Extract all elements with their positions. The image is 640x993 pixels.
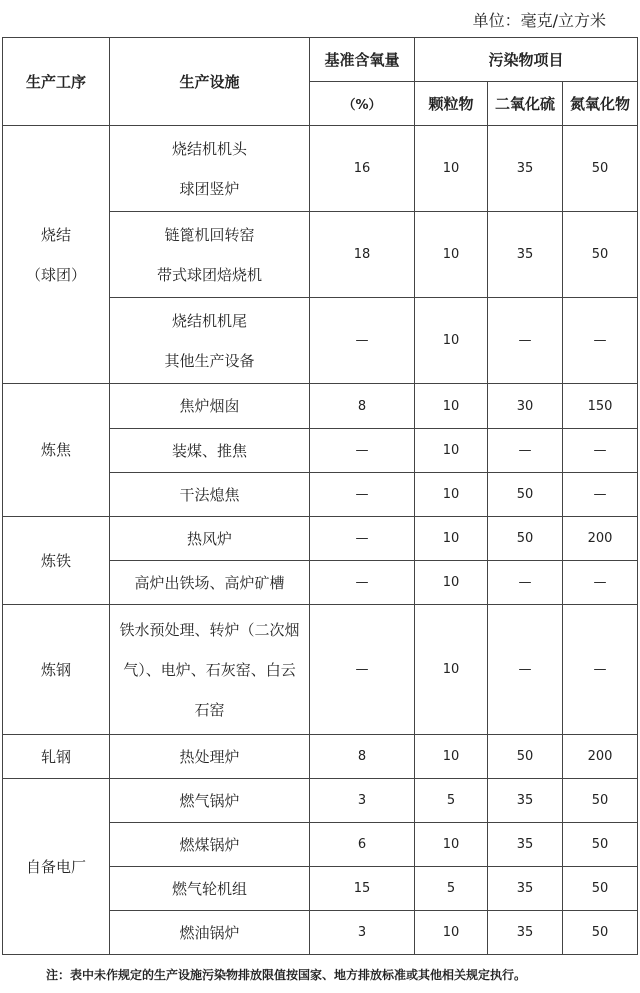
facility-line: 高炉出铁场、高炉矿槽 bbox=[134, 573, 285, 592]
table-row bbox=[3, 605, 638, 735]
facility-cell bbox=[110, 911, 310, 955]
oxygen-cell: — bbox=[310, 605, 415, 735]
facility-line: 装煤、推焦 bbox=[171, 441, 247, 460]
facility-line: 气）、电炉、石灰窑、白云 bbox=[123, 660, 296, 679]
facility-cell bbox=[110, 473, 310, 517]
nox-cell: 50 bbox=[563, 867, 638, 911]
group-label: 自备电厂 bbox=[25, 857, 86, 876]
pm-cell: 10 bbox=[415, 212, 488, 298]
facility-cell bbox=[110, 779, 310, 823]
group-label: 炼焦 bbox=[40, 441, 71, 459]
nox-cell: — bbox=[563, 298, 638, 384]
facility-line: 烧结机机尾 bbox=[171, 311, 247, 330]
header-process: 生产工序 bbox=[3, 38, 110, 126]
group-label: 轧钢 bbox=[40, 747, 71, 766]
so2-cell: 35 bbox=[488, 212, 563, 298]
so2-cell: — bbox=[488, 429, 563, 473]
nox-cell: — bbox=[563, 561, 638, 605]
so2-cell: — bbox=[488, 605, 563, 735]
oxygen-cell: — bbox=[310, 429, 415, 473]
group-label: 炼钢 bbox=[40, 660, 71, 679]
so2-cell: 30 bbox=[488, 384, 563, 429]
pm-cell: 10 bbox=[415, 561, 488, 605]
pm-cell: 10 bbox=[415, 911, 488, 955]
nox-cell: 200 bbox=[563, 517, 638, 561]
facility-line: 链篦机回转窑 bbox=[164, 225, 255, 244]
pm-cell: 10 bbox=[415, 517, 488, 561]
emission-limits-table bbox=[2, 37, 638, 955]
pm-cell: 10 bbox=[415, 298, 488, 384]
facility-cell bbox=[110, 212, 310, 298]
nox-cell: 50 bbox=[563, 126, 638, 212]
facility-line: 燃气锅炉 bbox=[179, 791, 240, 810]
group-label: 烧结 bbox=[40, 225, 71, 244]
oxygen-cell: — bbox=[310, 561, 415, 605]
oxygen-cell: 3 bbox=[310, 911, 415, 955]
facility-cell bbox=[110, 517, 310, 561]
nox-cell: — bbox=[563, 429, 638, 473]
pm-cell: 5 bbox=[415, 779, 488, 823]
group-rolling bbox=[3, 735, 110, 779]
so2-cell: — bbox=[488, 561, 563, 605]
facility-cell bbox=[110, 298, 310, 384]
facility-cell bbox=[110, 429, 310, 473]
oxygen-cell: 16 bbox=[310, 126, 415, 212]
nox-cell: — bbox=[563, 605, 638, 735]
header-nox: 氮氧化物 bbox=[563, 82, 638, 126]
pm-cell: 10 bbox=[415, 473, 488, 517]
oxygen-cell: 3 bbox=[310, 779, 415, 823]
nox-cell: 50 bbox=[563, 823, 638, 867]
oxygen-cell: 6 bbox=[310, 823, 415, 867]
pm-cell: 10 bbox=[415, 126, 488, 212]
unit-label: 单位：毫克/立方米 bbox=[472, 11, 606, 30]
so2-cell: 50 bbox=[488, 473, 563, 517]
so2-cell: 50 bbox=[488, 517, 563, 561]
facility-line: 烧结机机头 bbox=[171, 139, 247, 158]
header-facility: 生产设施 bbox=[110, 38, 310, 126]
table-row bbox=[3, 384, 638, 429]
facility-cell bbox=[110, 735, 310, 779]
oxygen-cell: — bbox=[310, 517, 415, 561]
facility-cell bbox=[110, 126, 310, 212]
oxygen-cell: 8 bbox=[310, 735, 415, 779]
facility-line: 热风炉 bbox=[186, 529, 232, 548]
group-sintering bbox=[3, 126, 110, 384]
header-pm: 颗粒物 bbox=[415, 82, 488, 126]
group-label: （球团） bbox=[25, 265, 86, 284]
facility-line: 石窑 bbox=[194, 700, 225, 719]
pm-cell: 10 bbox=[415, 823, 488, 867]
nox-cell: — bbox=[563, 473, 638, 517]
oxygen-cell: — bbox=[310, 298, 415, 384]
header-pollutants: 污染物项目 bbox=[415, 38, 638, 82]
group-coking bbox=[3, 384, 110, 517]
pm-cell: 10 bbox=[415, 605, 488, 735]
nox-cell: 150 bbox=[563, 384, 638, 429]
group-power bbox=[3, 779, 110, 955]
so2-cell: 35 bbox=[488, 867, 563, 911]
facility-line: 焦炉烟囱 bbox=[179, 397, 240, 415]
facility-cell bbox=[110, 823, 310, 867]
facility-cell bbox=[110, 605, 310, 735]
facility-cell bbox=[110, 561, 310, 605]
so2-cell: 35 bbox=[488, 126, 563, 212]
pm-cell: 10 bbox=[415, 735, 488, 779]
group-label: 炼铁 bbox=[40, 551, 71, 570]
nox-cell: 50 bbox=[563, 779, 638, 823]
header-oxygen: 基准含氧量 bbox=[310, 38, 415, 82]
oxygen-cell: 8 bbox=[310, 384, 415, 429]
so2-cell: 35 bbox=[488, 779, 563, 823]
facility-line: 燃煤锅炉 bbox=[179, 835, 240, 854]
table-row bbox=[3, 517, 638, 561]
table-note: 注：表中未作规定的生产设施污染物排放限值按国家、地方排放标准或其他相关规定执行。 bbox=[46, 968, 527, 982]
table-row bbox=[3, 779, 638, 823]
oxygen-cell: — bbox=[310, 473, 415, 517]
pm-cell: 10 bbox=[415, 384, 488, 429]
header-oxygen-unit: （%） bbox=[310, 82, 415, 126]
facility-line: 热处理炉 bbox=[179, 747, 240, 766]
nox-cell: 200 bbox=[563, 735, 638, 779]
oxygen-cell: 18 bbox=[310, 212, 415, 298]
facility-line: 燃气轮机组 bbox=[171, 879, 247, 898]
facility-line: 铁水预处理、转炉（二次烟 bbox=[119, 620, 300, 639]
facility-line: 干法熄焦 bbox=[179, 485, 240, 504]
facility-line: 燃油锅炉 bbox=[179, 923, 240, 942]
facility-cell bbox=[110, 384, 310, 429]
facility-line: 其他生产设备 bbox=[164, 351, 255, 370]
table-row bbox=[3, 126, 638, 212]
group-ironmaking bbox=[3, 517, 110, 605]
facility-cell bbox=[110, 867, 310, 911]
pm-cell: 5 bbox=[415, 867, 488, 911]
header-so2: 二氧化硫 bbox=[488, 82, 563, 126]
table-row bbox=[3, 735, 638, 779]
oxygen-cell: 15 bbox=[310, 867, 415, 911]
group-steelmaking bbox=[3, 605, 110, 735]
so2-cell: 35 bbox=[488, 823, 563, 867]
so2-cell: 35 bbox=[488, 911, 563, 955]
pm-cell: 10 bbox=[415, 429, 488, 473]
facility-line: 球团竖炉 bbox=[179, 179, 240, 198]
table-body bbox=[3, 126, 638, 955]
so2-cell: 50 bbox=[488, 735, 563, 779]
facility-line: 带式球团焙烧机 bbox=[156, 265, 262, 284]
nox-cell: 50 bbox=[563, 911, 638, 955]
nox-cell: 50 bbox=[563, 212, 638, 298]
so2-cell: — bbox=[488, 298, 563, 384]
